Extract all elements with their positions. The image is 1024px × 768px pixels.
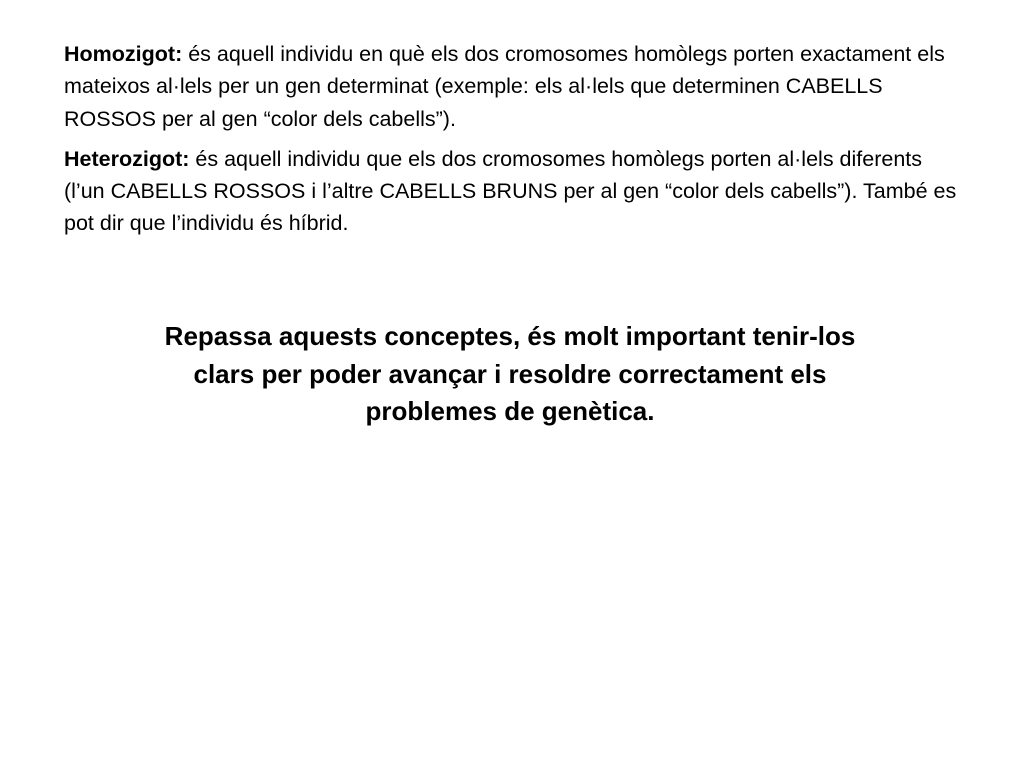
term-colon: :: [182, 146, 190, 171]
term-heterozigot: Heterozigot: [64, 146, 183, 171]
review-callout: Repassa aquests conceptes, és molt important tenir-los clars per poder avançar i resoldre correctament els problemes de genètica.: [164, 321, 856, 427]
definition-heterozigot: [64, 143, 964, 240]
term-homozigot: Homozigot: [64, 42, 176, 66]
definition-homozigot-text: és aquell individu en què els dos cromosomes homòlegs porten exactament els mateixos al·lels per un gen determinat (exemple: els al·lels que determinen CABELLS ROSSOS per al gen “color dels cabells”).: [64, 42, 945, 131]
definition-heterozigot-text: és aquell individu que els dos cromosomes homòlegs porten al·lels diferents (l’un CABELLS ROSSOS i l’altre CABELLS BRUNS per al gen “color dels cabells”). També es pot dir que l’individu és híbrid.: [64, 146, 957, 236]
term-colon: :: [175, 42, 183, 66]
definition-homozigot: [64, 38, 964, 135]
definitions-block: [64, 38, 964, 248]
